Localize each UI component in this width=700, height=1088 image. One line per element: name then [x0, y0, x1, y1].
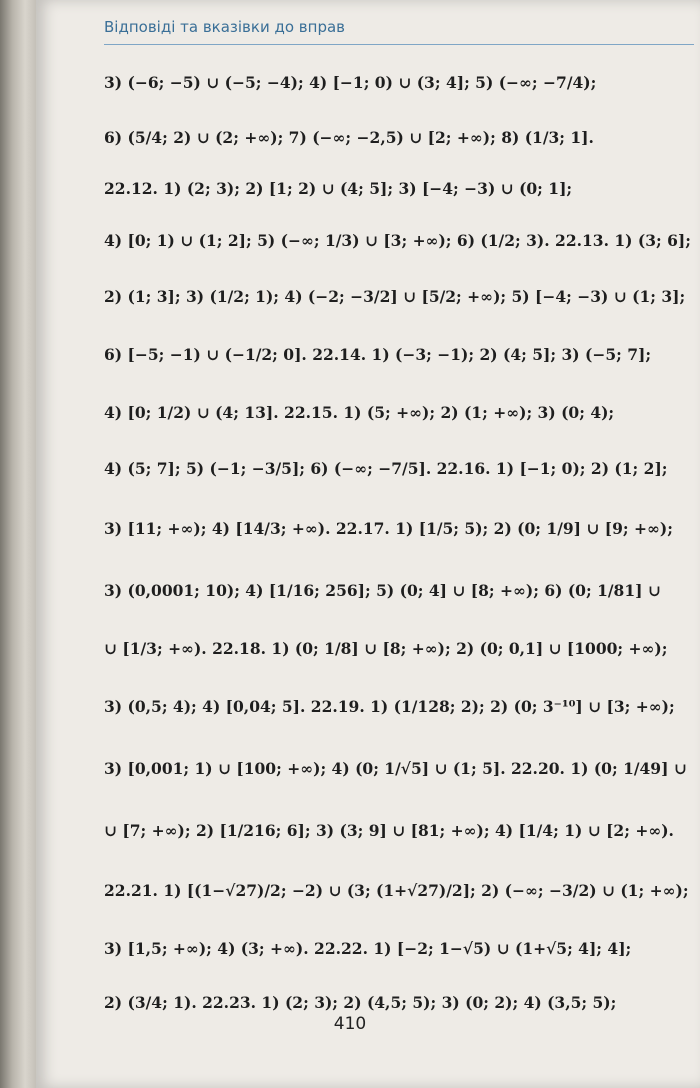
answer-line: 2) (3/4; 1). 22.23. 1) (2; 3); 2) (4,5; 5); 3) (0; 2); 4) (3,5; 5);	[104, 992, 617, 1012]
answer-line: 6) (5/4; 2) ∪ (2; +∞); 7) (−∞; −2,5) ∪ [2; +∞); 8) (1/3; 1].	[104, 127, 594, 147]
answer-line: 22.21. 1) [(1−√27)/2; −2) ∪ (3; (1+√27)/2]; 2) (−∞; −3/2) ∪ (1; +∞);	[104, 880, 689, 900]
running-header: Відповіді та вказівки до вправ	[104, 18, 345, 36]
answer-line: 3) [1,5; +∞); 4) (3; +∞). 22.22. 1) [−2; 1−√5) ∪ (1+√5; 4]; 4];	[104, 938, 632, 958]
answer-line: 4) (5; 7]; 5) (−1; −3/5]; 6) (−∞; −7/5]. 22.16. 1) [−1; 0); 2) (1; 2];	[104, 458, 668, 478]
answer-line: 3) [0,001; 1) ∪ [100; +∞); 4) (0; 1/√5] ∪ (1; 5]. 22.20. 1) (0; 1/49] ∪	[104, 758, 687, 778]
answer-line: 3) (0,0001; 10); 4) [1/16; 256]; 5) (0; 4] ∪ [8; +∞); 6) (0; 1/81] ∪	[104, 580, 661, 600]
answer-line: ∪ [1/3; +∞). 22.18. 1) (0; 1/8] ∪ [8; +∞); 2) (0; 0,1] ∪ [1000; +∞);	[104, 638, 668, 658]
answer-line: 4) [0; 1/2) ∪ (4; 13]. 22.15. 1) (5; +∞); 2) (1; +∞); 3) (0; 4);	[104, 402, 615, 422]
book-spine	[0, 0, 36, 1088]
answer-line: 6) [−5; −1) ∪ (−1/2; 0]. 22.14. 1) (−3; −1); 2) (4; 5]; 3) (−5; 7];	[104, 344, 652, 364]
answer-line: 22.12. 1) (2; 3); 2) [1; 2) ∪ (4; 5]; 3) [−4; −3) ∪ (0; 1];	[104, 178, 573, 198]
answer-line: ∪ [7; +∞); 2) [1/216; 6]; 3) (3; 9] ∪ [81; +∞); 4) [1/4; 1) ∪ [2; +∞).	[104, 820, 674, 840]
answer-line: 3) [11; +∞); 4) [14/3; +∞). 22.17. 1) [1/5; 5); 2) (0; 1/9] ∪ [9; +∞);	[104, 518, 673, 538]
answer-line: 2) (1; 3]; 3) (1/2; 1); 4) (−2; −3/2] ∪ [5/2; +∞); 5) [−4; −3) ∪ (1; 3];	[104, 286, 686, 306]
page-number: 410	[333, 1014, 367, 1034]
answer-line: 4) [0; 1) ∪ (1; 2]; 5) (−∞; 1/3) ∪ [3; +∞); 6) (1/2; 3). 22.13. 1) (3; 6];	[104, 230, 691, 250]
answer-line: 3) (−6; −5) ∪ (−5; −4); 4) [−1; 0) ∪ (3; 4]; 5) (−∞; −7/4);	[104, 72, 597, 92]
answer-line: 3) (0,5; 4); 4) [0,04; 5]. 22.19. 1) (1/128; 2); 2) (0; 3⁻¹⁰] ∪ [3; +∞);	[104, 696, 675, 716]
header-rule	[104, 44, 694, 45]
